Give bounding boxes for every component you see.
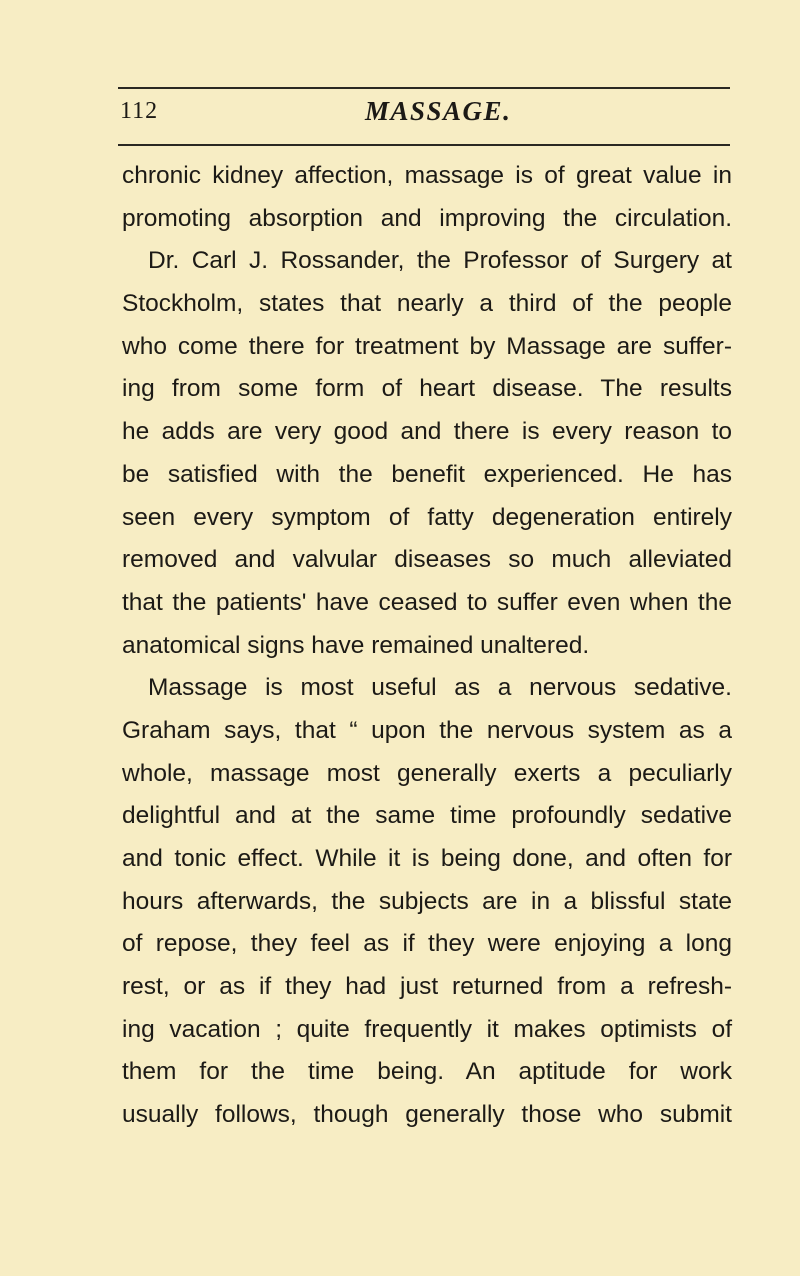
text-line: that the patients' have ceased to suffer even when the [122,588,732,616]
text-line: anatomical signs have remained unaltered. [122,631,590,659]
text-line: delightful and at the same time profoundly sedative [122,802,732,830]
text-line: whole, massage most generally exerts a peculiarly [122,759,732,787]
text-line: usually follows, though generally those who submit [122,1101,732,1129]
text-line: promoting absorption and improving the circulation. [122,204,732,232]
text-line: rest, or as if they had just returned from a refresh- [122,973,732,1001]
header-top-rule [118,87,730,89]
text-line: chronic kidney affection, massage is of great value in [122,162,732,189]
text-line: Massage is most useful as a nervous sedative. [148,674,732,702]
header-bottom-rule [118,144,730,146]
text-line: removed and valvular diseases so much alleviated [122,546,732,574]
text-line: ing vacation ; quite frequently it makes optimists of [122,1015,732,1043]
body-text [122,155,732,1137]
running-head-title: MASSAGE. [365,96,512,126]
text-line: who come there for treatment by Massage are suffer- [122,332,732,360]
text-line: of repose, they feel as if they were enjoying a long [122,930,732,958]
text-line: Graham says, that “ upon the nervous system as a [122,716,732,744]
text-line: he adds are very good and there is every reason to [122,418,732,446]
text-line: hours afterwards, the subjects are in a blissful state [122,887,732,915]
text-line: them for the time being. An aptitude for work [122,1058,732,1086]
text-line: ing from some form of heart disease. The results [122,375,732,403]
page-number: 112 [120,98,159,124]
text-line: and tonic effect. While it is being done, and often for [122,845,732,872]
text-line: Dr. Carl J. Rossander, the Professor of Surgery at [148,247,732,275]
text-line: be satisfied with the benefit experienced. He has [122,460,732,488]
text-line: Stockholm, states that nearly a third of the people [122,290,732,318]
text-line: seen every symptom of fatty degeneration entirely [122,503,732,531]
